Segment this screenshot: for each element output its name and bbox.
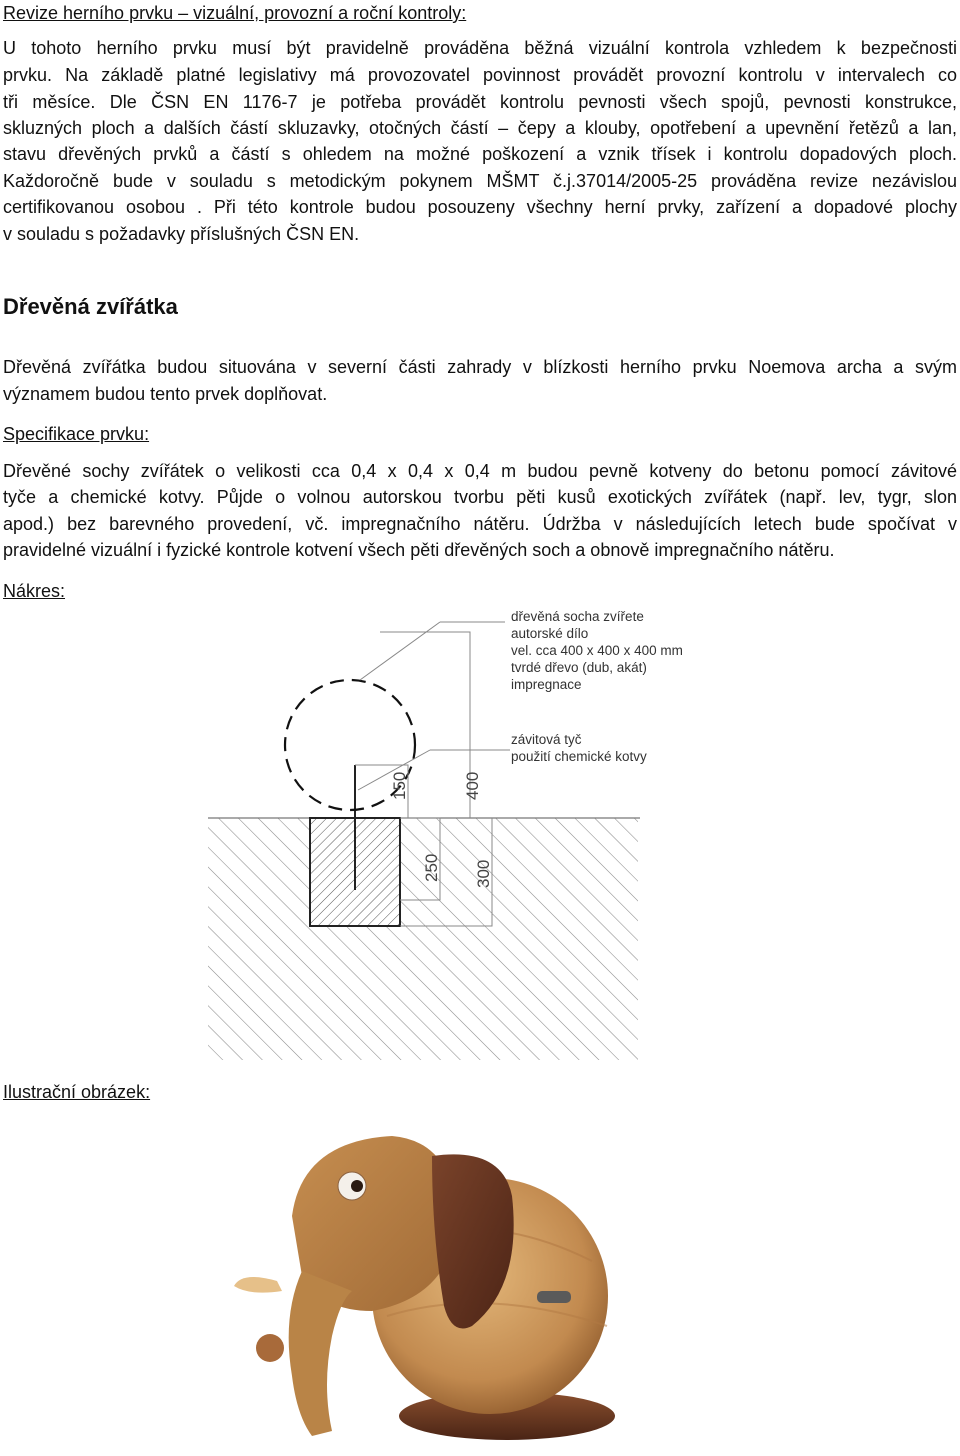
annotation-line: tvrdé dřevo (dub, akát) bbox=[511, 660, 647, 675]
intro-line: významem budou tento prvek doplňovat. bbox=[3, 384, 328, 404]
rod-annotation bbox=[511, 732, 647, 764]
annotation-line: vel. cca 400 x 400 x 400 mm bbox=[511, 643, 683, 658]
illustration-label: Ilustrační obrázek: bbox=[3, 1082, 151, 1102]
revision-heading: Revize herního prvku – vizuální, provozní a roční kontroly: bbox=[3, 3, 467, 23]
section-title: Dřevěná zvířátka bbox=[3, 294, 178, 319]
spec-line: pravidelné vizuální i fyzické kontrole kotvení všech pěti dřevěných soch a obnově impregnačního nátěru. bbox=[3, 540, 835, 560]
elephant-illustration bbox=[222, 1086, 624, 1450]
annotation-line: dřevěná socha zvířete bbox=[511, 609, 644, 624]
annotation-line: impregnace bbox=[511, 677, 582, 692]
paragraph-line: tři měsíce. Dle ČSN EN 1176-7 je potřeba provádět kontrolu pevnosti všech spojů, pevnosti konstrukce, bbox=[3, 92, 957, 112]
intro-line: Dřevěná zvířátka budou situována v severní části zahrady v blízkosti herního prvku Noemova archa a svým bbox=[3, 357, 957, 377]
sculpture-annotation bbox=[511, 609, 683, 692]
spec-line: apod.) bez barevného provedení, vč. impregnačního nátěru. Údržba v následujících letech bude spočívat v bbox=[3, 514, 957, 534]
annotation-line: závitová tyč bbox=[511, 732, 582, 747]
spec-line: tyče a chemické kotvy. Půjde o volnou autorskou tvorbu pěti kusů exotických zvířátek (např. lev, tygr, slon bbox=[3, 487, 957, 507]
annotation-line: autorské dílo bbox=[511, 626, 589, 641]
dim-300: 300 bbox=[474, 859, 493, 888]
dim-250: 250 bbox=[422, 853, 441, 882]
paragraph-line: prvku. Na základě platné legislativy má provozovatel povinnost provádět provozní kontrolu v intervalech co bbox=[3, 65, 957, 85]
dim-150: 150 bbox=[390, 771, 409, 800]
paragraph-line: U tohoto herního prvku musí být pravidelně prováděna běžná vizuální kontrola vzhledem k bezpečnosti bbox=[3, 38, 957, 58]
drawing-label: Nákres: bbox=[3, 581, 66, 601]
paragraph-line: skluzných ploch a dalších částí skluzavky, otočných částí – čepy a klouby, opotřebení a upevnění řetězů a lan, bbox=[3, 118, 957, 138]
paragraph-line: certifikovanou osobou . Při této kontrole budou posouzeny všechny herní prvky, zařízení a dopadové plochy bbox=[3, 197, 957, 217]
paragraph-line: stavu dřevěných prvků a částí s ohledem na možné poškození a vznik třísek i kontrolu dopadových ploch. bbox=[3, 144, 957, 164]
annotation-line: použití chemické kotvy bbox=[511, 749, 647, 764]
trunk-knob bbox=[256, 1334, 284, 1362]
paragraph-line: v souladu s požadavky příslušných ČSN EN. bbox=[3, 224, 360, 244]
anchoring-drawing bbox=[0, 600, 960, 1060]
spec-label: Specifikace prvku: bbox=[3, 424, 150, 444]
maker-plaque bbox=[537, 1291, 571, 1303]
dim-400: 400 bbox=[463, 771, 482, 800]
paragraph-line: Každoročně bude v souladu s metodickým pokynem MŠMT č.j.37014/2005-25 prováděna revize nezávislou bbox=[3, 171, 957, 191]
spec-line: Dřevěné sochy zvířátek o velikosti cca 0,4 x 0,4 x 0,4 m budou pevně kotveny do betonu pomocí závitové bbox=[3, 461, 957, 481]
